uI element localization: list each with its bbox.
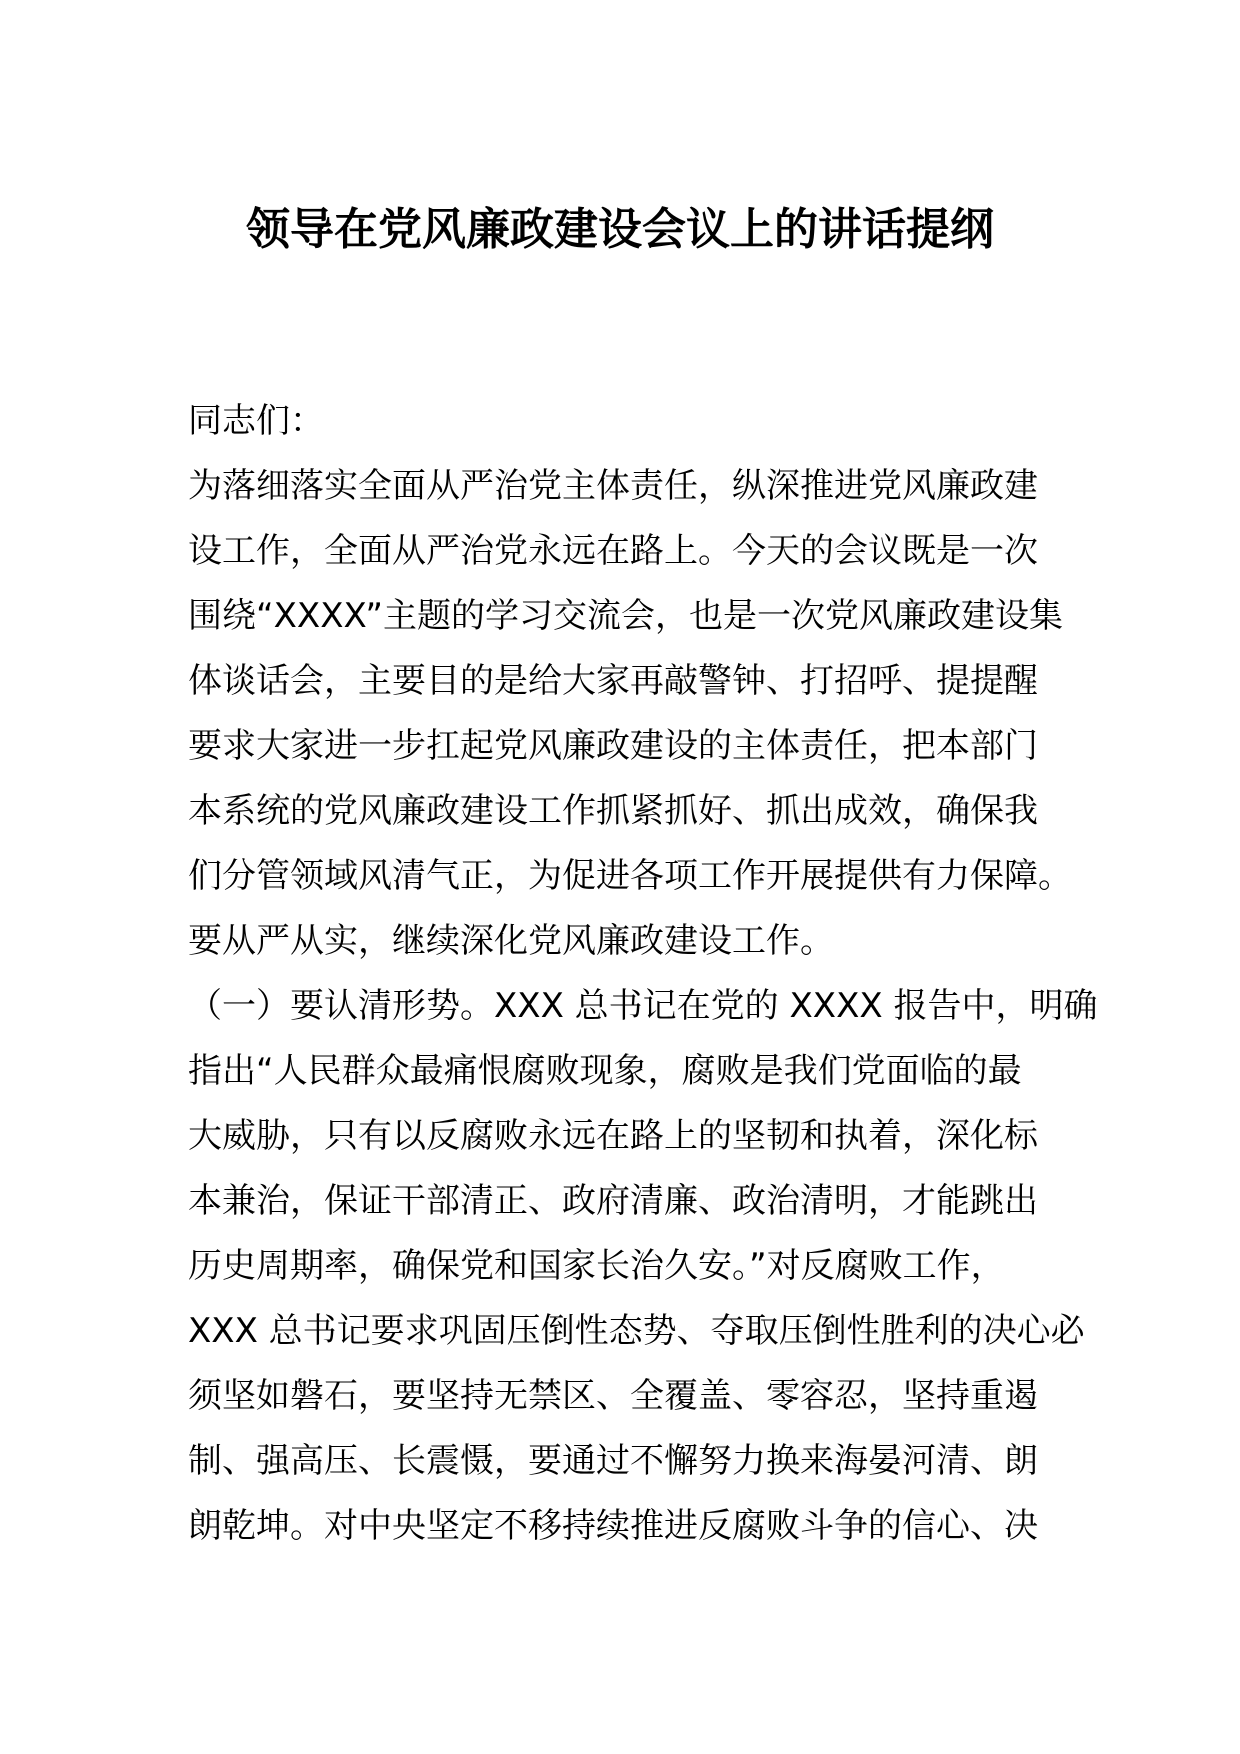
body-line: 朗乾坤。对中央坚定不移持续推进反腐败斗争的信心、决 <box>188 1506 1038 1546</box>
document-body <box>188 389 1098 1559</box>
body-line: 本兼治，保证干部清正、政府清廉、政治清明，才能跳出 <box>188 1181 1038 1221</box>
body-line: 要从严从实，继续深化党风廉政建设工作。 <box>188 921 834 961</box>
body-line: 大威胁，只有以反腐败永远在路上的坚韧和执着，深化标 <box>188 1116 1038 1156</box>
body-line: （一）要认清形势。XXX 总书记在党的 XXXX 报告中，明确 <box>188 986 1098 1026</box>
body-line: 制、强高压、长震慑，要通过不懈努力换来海晏河清、朗 <box>188 1441 1038 1481</box>
body-line: 围绕“XXXX”主题的学习交流会，也是一次党风廉政建设集 <box>188 596 1064 636</box>
document-title: 领导在党风廉政建设会议上的讲话提纲 <box>246 204 994 255</box>
body-line: 体谈话会，主要目的是给大家再敲警钟、打招呼、提提醒 <box>188 661 1038 701</box>
body-line: 同志们： <box>188 401 324 441</box>
body-line: 须坚如磐石，要坚持无禁区、全覆盖、零容忍，坚持重遏 <box>188 1376 1038 1416</box>
body-line: 们分管领域风清气正，为促进各项工作开展提供有力保障。 <box>188 856 1072 896</box>
body-line: 指出“人民群众最痛恨腐败现象，腐败是我们党面临的最 <box>188 1051 1022 1091</box>
body-line: 要求大家进一步扛起党风廉政建设的主体责任，把本部门 <box>188 726 1038 766</box>
body-line: 为落细落实全面从严治党主体责任，纵深推进党风廉政建 <box>188 466 1038 506</box>
body-line: XXX 总书记要求巩固压倒性态势、夺取压倒性胜利的决心必 <box>188 1311 1085 1351</box>
body-line: 设工作，全面从严治党永远在路上。今天的会议既是一次 <box>188 531 1038 571</box>
body-line: 历史周期率，确保党和国家长治久安。”对反腐败工作， <box>188 1246 1005 1286</box>
body-line: 本系统的党风廉政建设工作抓紧抓好、抓出成效，确保我 <box>188 791 1038 831</box>
